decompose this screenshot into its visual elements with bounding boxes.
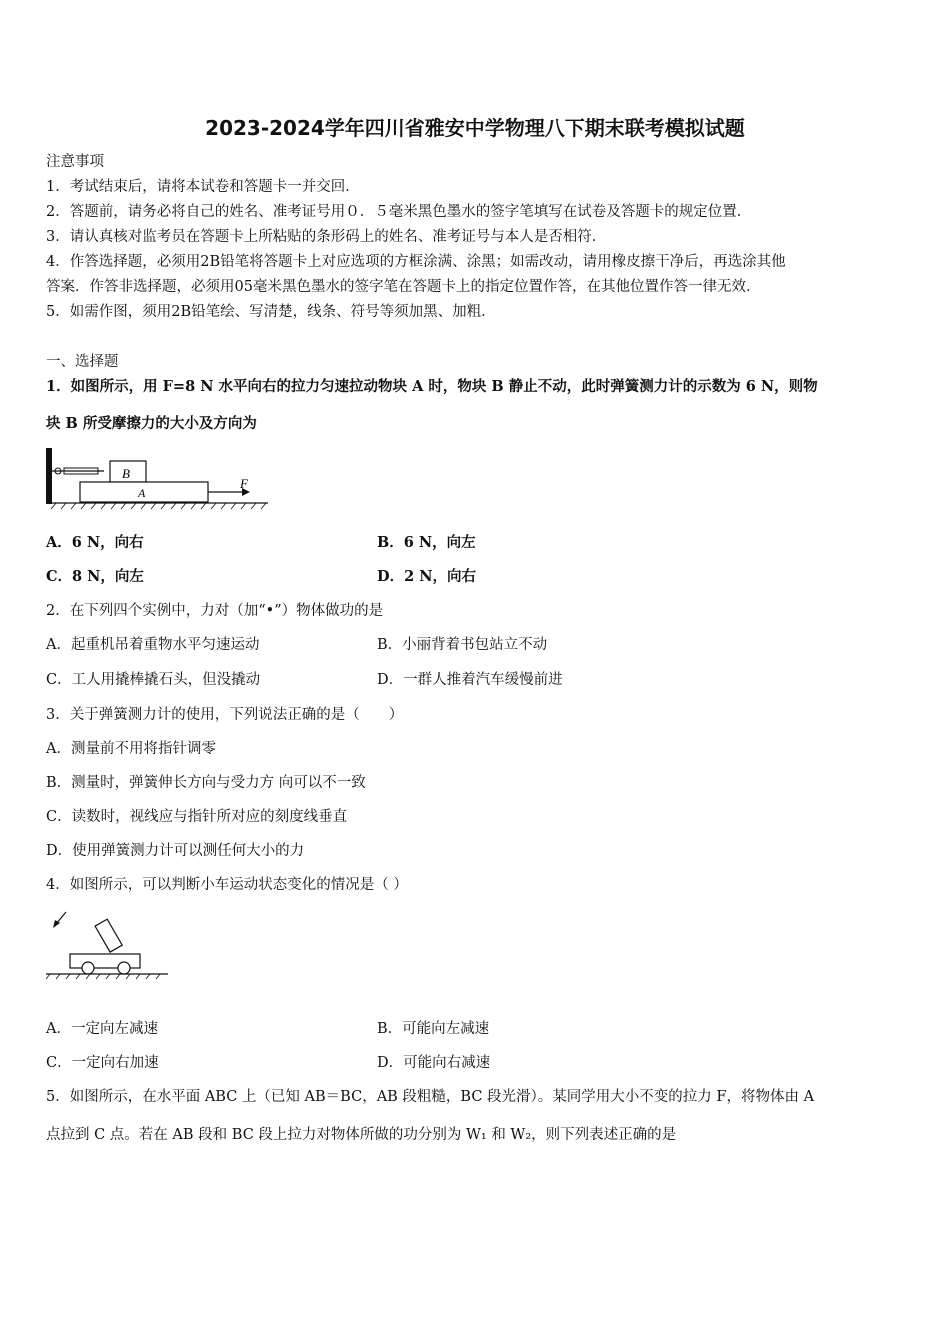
q2-option-b[interactable]: B．小丽背着书包站立不动 <box>377 637 548 653</box>
force-label: F <box>240 476 248 491</box>
tilted-block <box>95 919 122 952</box>
q5-stem-line1: 5．如图所示，在水平面 ABC 上（已知 AB＝BC，AB 段粗糙，BC 段光滑）。某同学用大小不变的拉力 F，将物体由 A <box>46 1089 815 1105</box>
cart-wheel-left <box>82 962 94 974</box>
q1-figure-spring-blocks <box>44 444 276 516</box>
q3-stem: 3．关于弹簧测力计的使用，下列说法正确的是（ ） <box>46 707 404 723</box>
q1-option-c[interactable]: C．8 N，向左 <box>46 568 144 585</box>
q4-option-c[interactable]: C．一定向右加速 <box>46 1055 159 1071</box>
q2-stem: 2．在下列四个实例中，力对（加“•”）物体做功的是 <box>46 603 384 619</box>
notice-item: 答案．作答非选择题，必须用05毫米黑色墨水的签字笔在答题卡上的指定位置作答，在其他位置作答一律无效． <box>46 279 761 295</box>
q5-stem-line2: 点拉到 C 点。若在 AB 段和 BC 段上拉力对物体所做的功分别为 W₁ 和 W₂，则下列表述正确的是 <box>46 1127 677 1143</box>
q4-option-b[interactable]: B．可能向左减速 <box>377 1021 490 1037</box>
q2-option-c[interactable]: C．工人用撬棒撬石头，但没撬动 <box>46 672 261 688</box>
ground-hatch <box>46 974 160 979</box>
q3-option-c[interactable]: C．读数时，视线应与指针所对应的刻度线垂直 <box>46 809 348 825</box>
q3-option-a[interactable]: A．测量前不用将指针调零 <box>46 741 216 757</box>
cart-wheel-right <box>118 962 130 974</box>
q4-figure-cart <box>44 908 170 980</box>
page-title: 2023-2024学年四川省雅安中学物理八下期末联考模拟试题 <box>205 116 745 140</box>
q1-option-a[interactable]: A．6 N，向右 <box>46 534 144 551</box>
q1-stem-line1: 1．如图所示，用 F=8 N 水平向右的拉力匀速拉动物块 A 时，物块 B 静止不动，此时弹簧测力计的示数为 6 N，则物 <box>46 378 818 395</box>
q4-option-d[interactable]: D．可能向右减速 <box>377 1055 491 1071</box>
q4-option-a[interactable]: A．一定向左减速 <box>46 1021 158 1037</box>
q3-option-d[interactable]: D．使用弹簧测力计可以测任何大小的力 <box>46 843 305 859</box>
notice-item: 2．答题前，请务必将自己的姓名、准考证号用０．５毫米黑色墨水的签字笔填写在试卷及答题卡的规定位置． <box>46 204 752 220</box>
notice-item: 4．作答选择题，必须用2B铅笔将答题卡上对应选项的方框涂满、涂黑；如需改动，请用橡皮擦干净后，再选涂其他 <box>46 254 786 270</box>
q3-option-b[interactable]: B．测量时，弹簧伸长方向与受力方 向可以不一致 <box>46 775 366 791</box>
wall <box>46 448 52 504</box>
q1-option-b[interactable]: B．6 N，向左 <box>377 534 476 551</box>
ground-hatch <box>51 503 266 509</box>
section-heading: 一、选择题 <box>46 354 119 370</box>
q1-stem-line2: 块 B 所受摩擦力的大小及方向为 <box>46 415 257 432</box>
block-b-label: B <box>122 466 130 481</box>
q2-option-d[interactable]: D．一群人推着汽车缓慢前进 <box>377 672 563 688</box>
q1-option-d[interactable]: D．2 N，向右 <box>377 568 476 585</box>
q2-option-a[interactable]: A．起重机吊着重物水平匀速运动 <box>46 637 260 653</box>
block-a-label: A <box>138 486 146 500</box>
notice-item: 1．考试结束后，请将本试卷和答题卡一并交回． <box>46 179 360 195</box>
q4-stem: 4．如图所示，可以判断小车运动状态变化的情况是（ ） <box>46 877 408 893</box>
notice-heading: 注意事项 <box>46 154 104 170</box>
notice-item: 5．如需作图，须用2B铅笔绘、写清楚，线条、符号等须加黑、加粗． <box>46 304 496 320</box>
notice-item: 3．请认真核对监考员在答题卡上所粘贴的条形码上的姓名、准考证号与本人是否相符． <box>46 229 607 245</box>
